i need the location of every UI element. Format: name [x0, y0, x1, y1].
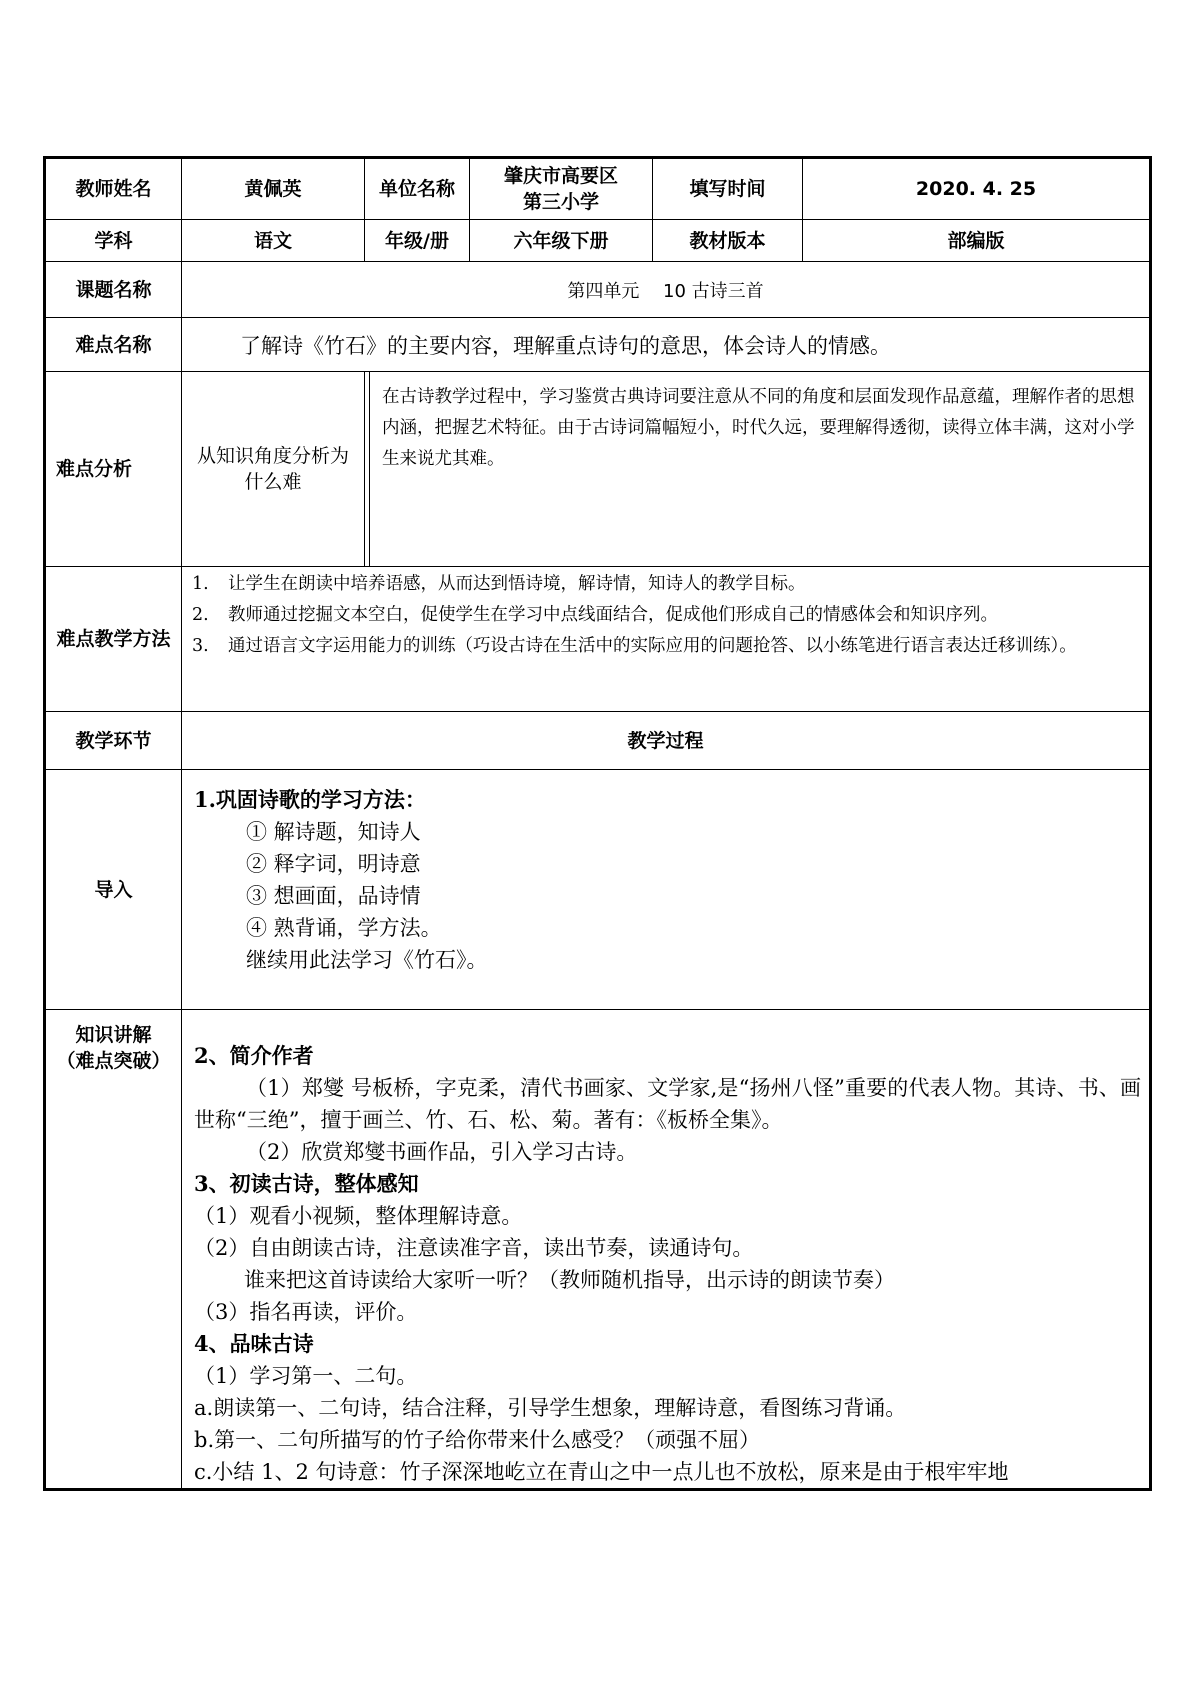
reading-step: （1）观看小视频，整体理解诗意。	[194, 1204, 523, 1228]
intro-row	[45, 770, 1151, 1010]
topic-label: 课题名称	[45, 262, 182, 318]
analysis-text: 在古诗教学过程中，学习鉴赏古典诗词要注意从不同的角度和层面发现作品意蕴，理解作者的思想内涵，把握艺术特征。由于古诗词篇幅短小，时代久远，要理解得透彻，读得立体丰满，这对小学生来说尤其难。	[370, 372, 1151, 567]
unit-name-line2: 第三小学	[523, 191, 600, 213]
reading-step: 谁来把这首诗读给大家听一听？（教师随机指导，出示诗的朗读节奏）	[244, 1268, 895, 1292]
header-row-1	[45, 158, 1151, 220]
intro-cell	[182, 770, 1151, 1010]
analysis-label: 难点分析	[45, 372, 182, 567]
fill-date-label: 填写时间	[653, 158, 803, 220]
method-item: 3. 通过语言文字运用能力的训练（巧设古诗在生活中的实际应用的问题抢答、以小练笔进行语言表达迁移训练）。	[192, 636, 1077, 656]
analysis-row	[45, 372, 1151, 567]
lesson-plan-table	[43, 156, 1152, 1491]
stage-label: 教学环节	[45, 712, 182, 770]
subject-value: 语文	[182, 220, 365, 262]
analysis-sub-label-line2: 什么难	[244, 471, 302, 493]
section-heading-first-reading: 3、初读古诗，整体感知	[194, 1171, 419, 1196]
methods-cell	[182, 567, 1151, 712]
author-intro-paragraph: （1）郑燮 号板桥，字克柔，清代书画家、文学家,是“扬州八怪”重要的代表人物。其诗、书、画世称“三绝”，擅于画兰、竹、石、松、菊。著有：《板桥全集》。	[194, 1076, 1142, 1132]
section-heading-appreciate: 4、品味古诗	[194, 1331, 314, 1356]
appreciate-step: （1）学习第一、二句。	[194, 1364, 418, 1388]
appreciate-step: b.第一、二句所描写的竹子给你带来什么感受？（顽强不屈）	[194, 1428, 761, 1452]
process-header-row	[45, 712, 1151, 770]
reading-step: （3）指名再读，评价。	[194, 1300, 418, 1324]
appreciate-step: a.朗读第一、二句诗，结合注释，引导学生想象，理解诗意，看图练习背诵。	[194, 1396, 907, 1420]
topic-value: 第四单元 10 古诗三首	[182, 262, 1151, 318]
grade-label: 年级/册	[365, 220, 470, 262]
analysis-sub-label-line1: 从知识角度分析为	[196, 445, 349, 467]
appreciate-step: c.小结 1、2 句诗意：竹子深深地屹立在青山之中一点儿也不放松，原来是由于根牢牢地	[194, 1460, 1009, 1484]
edition-value: 部编版	[803, 220, 1151, 262]
difficulty-label: 难点名称	[45, 318, 182, 372]
intro-step: ④ 熟背诵，学方法。	[246, 916, 442, 940]
author-artwork-paragraph: （2）欣赏郑燮书画作品，引入学习古诗。	[246, 1140, 638, 1164]
knowledge-row	[45, 1010, 1151, 1490]
teacher-name-value: 黄佩英	[182, 158, 365, 220]
teacher-name-label: 教师姓名	[45, 158, 182, 220]
difficulty-row	[45, 318, 1151, 372]
knowledge-label-line1: 知识讲解	[75, 1024, 152, 1046]
intro-closing: 继续用此法学习《竹石》。	[246, 948, 488, 972]
method-item: 2. 教师通过挖掘文本空白，促使学生在学习中点线面结合，促成他们形成自己的情感体会和知识序列。	[192, 605, 998, 625]
edition-label: 教材版本	[653, 220, 803, 262]
intro-step: ② 释字词，明诗意	[246, 852, 421, 876]
analysis-sub-label	[182, 372, 365, 567]
header-row-2	[45, 220, 1151, 262]
unit-name-line1: 肇庆市高要区	[504, 165, 619, 187]
methods-row	[45, 567, 1151, 712]
method-item: 1. 让学生在朗读中培养语感，从而达到悟诗境，解诗情，知诗人的教学目标。	[192, 574, 806, 594]
unit-name-value	[470, 158, 653, 220]
section-heading-author: 2、简介作者	[194, 1043, 314, 1068]
intro-step: ① 解诗题，知诗人	[246, 820, 421, 844]
methods-label: 难点教学方法	[45, 567, 182, 712]
knowledge-cell	[182, 1010, 1151, 1490]
fill-date-value: 2020. 4. 25	[803, 158, 1151, 220]
topic-row	[45, 262, 1151, 318]
methods-list	[182, 567, 1149, 666]
intro-heading: 1.巩固诗歌的学习方法：	[194, 787, 426, 812]
difficulty-value: 了解诗《竹石》的主要内容，理解重点诗句的意思，体会诗人的情感。	[182, 318, 1151, 372]
knowledge-label-line2: （难点突破）	[56, 1050, 171, 1072]
intro-label: 导入	[45, 770, 182, 1010]
subject-label: 学科	[45, 220, 182, 262]
reading-step: （2）自由朗读古诗，注意读准字音，读出节奏，读通诗句。	[194, 1236, 754, 1260]
unit-name-label: 单位名称	[365, 158, 470, 220]
intro-step: ③ 想画面，品诗情	[246, 884, 421, 908]
knowledge-label	[45, 1010, 182, 1490]
process-label: 教学过程	[182, 712, 1151, 770]
grade-value: 六年级下册	[470, 220, 653, 262]
